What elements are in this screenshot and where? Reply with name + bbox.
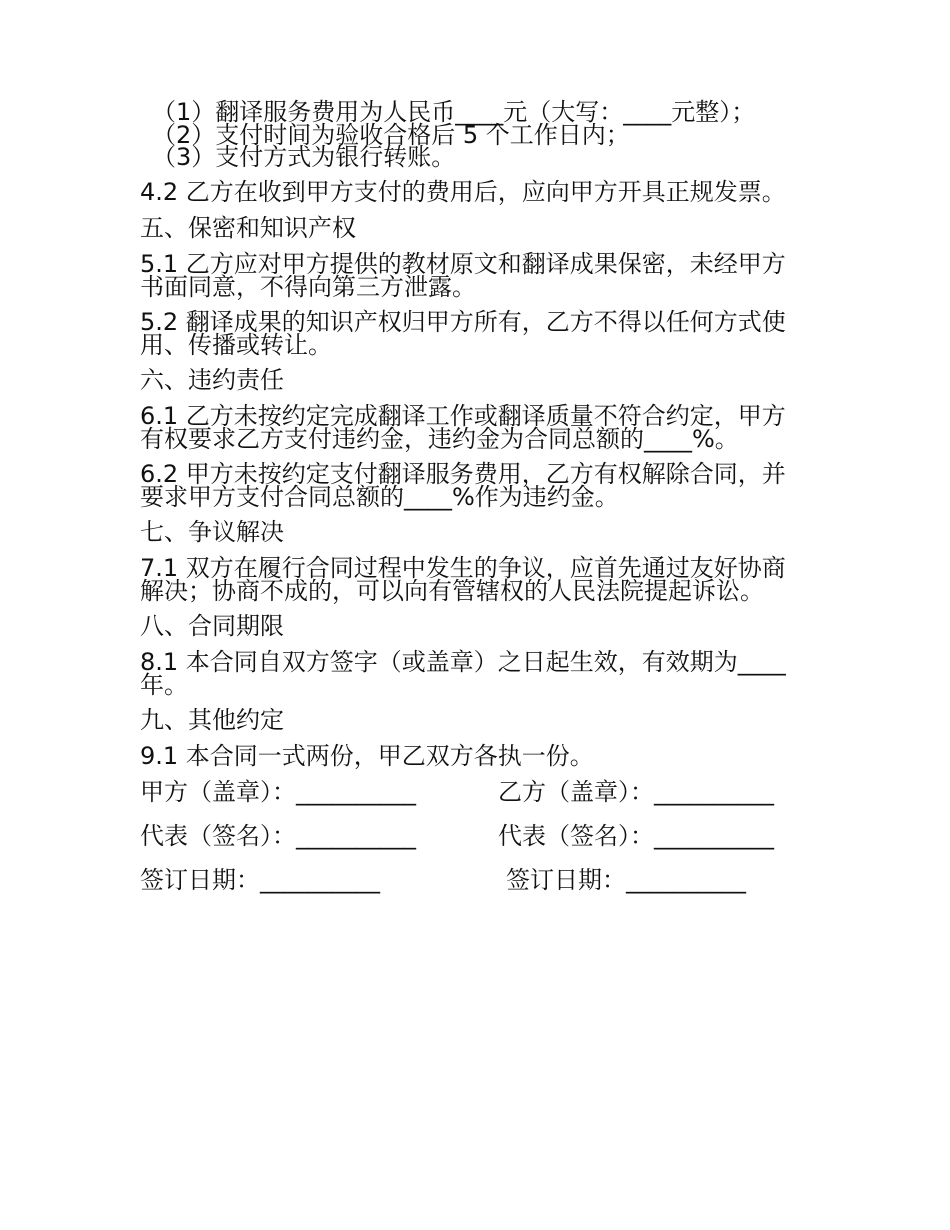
clause-5-2-line-2: 用、传播或转让。 [140, 331, 332, 359]
clause-7-1-line-1: 7.1 双方在履行合同过程中发生的争议，应首先通过友好协商 [140, 554, 786, 582]
party-b-date: 签订日期：__________ [506, 866, 746, 894]
party-a-date: 签订日期：__________ [140, 866, 380, 894]
clause-6-2-line-2: 要求甲方支付合同总额的____%作为违约金。 [140, 483, 619, 511]
clause-6-2-line-1: 6.2 甲方未按约定支付翻译服务费用，乙方有权解除合同，并 [140, 460, 786, 488]
payment-item-time: （2）支付时间为验收合格后 5 个工作日内； [152, 121, 630, 149]
clause-5-1-line-1: 5.1 乙方应对甲方提供的教材原文和翻译成果保密，未经甲方 [140, 250, 786, 278]
payment-item-method: （3）支付方式为银行转账。 [152, 143, 456, 171]
clause-6-1 [140, 402, 810, 453]
clause-7-1-line-2: 解决；协商不成的，可以向有管辖权的人民法院提起诉讼。 [140, 577, 764, 605]
clause-4-2: 4.2 乙方在收到甲方支付的费用后，应向甲方开具正规发票。 [140, 178, 786, 206]
clause-9-1: 9.1 本合同一式两份，甲乙双方各执一份。 [140, 742, 594, 770]
clause-8-1 [140, 648, 810, 699]
section-5-heading: 五、保密和知识产权 [140, 214, 356, 242]
clause-6-1-line-1: 6.1 乙方未按约定完成翻译工作或翻译质量不符合约定，甲方 [140, 402, 786, 430]
party-b-seal: 乙方（盖章）：__________ [498, 778, 774, 806]
section-9-heading: 九、其他约定 [140, 706, 284, 734]
payment-item-amount: （1）翻译服务费用为人民币____元（大写：____元整）； [152, 98, 756, 126]
party-b-rep: 代表（签名）：__________ [498, 822, 774, 850]
party-a-seal: 甲方（盖章）：__________ [140, 778, 416, 806]
section-8-heading: 八、合同期限 [140, 612, 284, 640]
section-7-heading: 七、争议解决 [140, 518, 284, 546]
seal-row [140, 780, 810, 804]
clause-8-1-line-2: 年。 [140, 671, 188, 699]
date-row [140, 868, 810, 892]
clause-6-2 [140, 460, 810, 511]
clause-7-1 [140, 554, 810, 605]
clause-5-1 [140, 250, 810, 301]
clause-8-1-line-1: 8.1 本合同自双方签字（或盖章）之日起生效，有效期为____ [140, 648, 786, 676]
party-a-rep: 代表（签名）：__________ [140, 822, 416, 850]
rep-row [140, 824, 810, 848]
clause-5-2-line-1: 5.2 翻译成果的知识产权归甲方所有，乙方不得以任何方式使 [140, 308, 786, 336]
clause-5-2 [140, 308, 810, 359]
clause-5-1-line-2: 书面同意，不得向第三方泄露。 [140, 273, 476, 301]
contract-page [140, 100, 810, 892]
clause-6-1-line-2: 有权要求乙方支付违约金，违约金为合同总额的____%。 [140, 425, 739, 453]
section-6-heading: 六、违约责任 [140, 366, 284, 394]
